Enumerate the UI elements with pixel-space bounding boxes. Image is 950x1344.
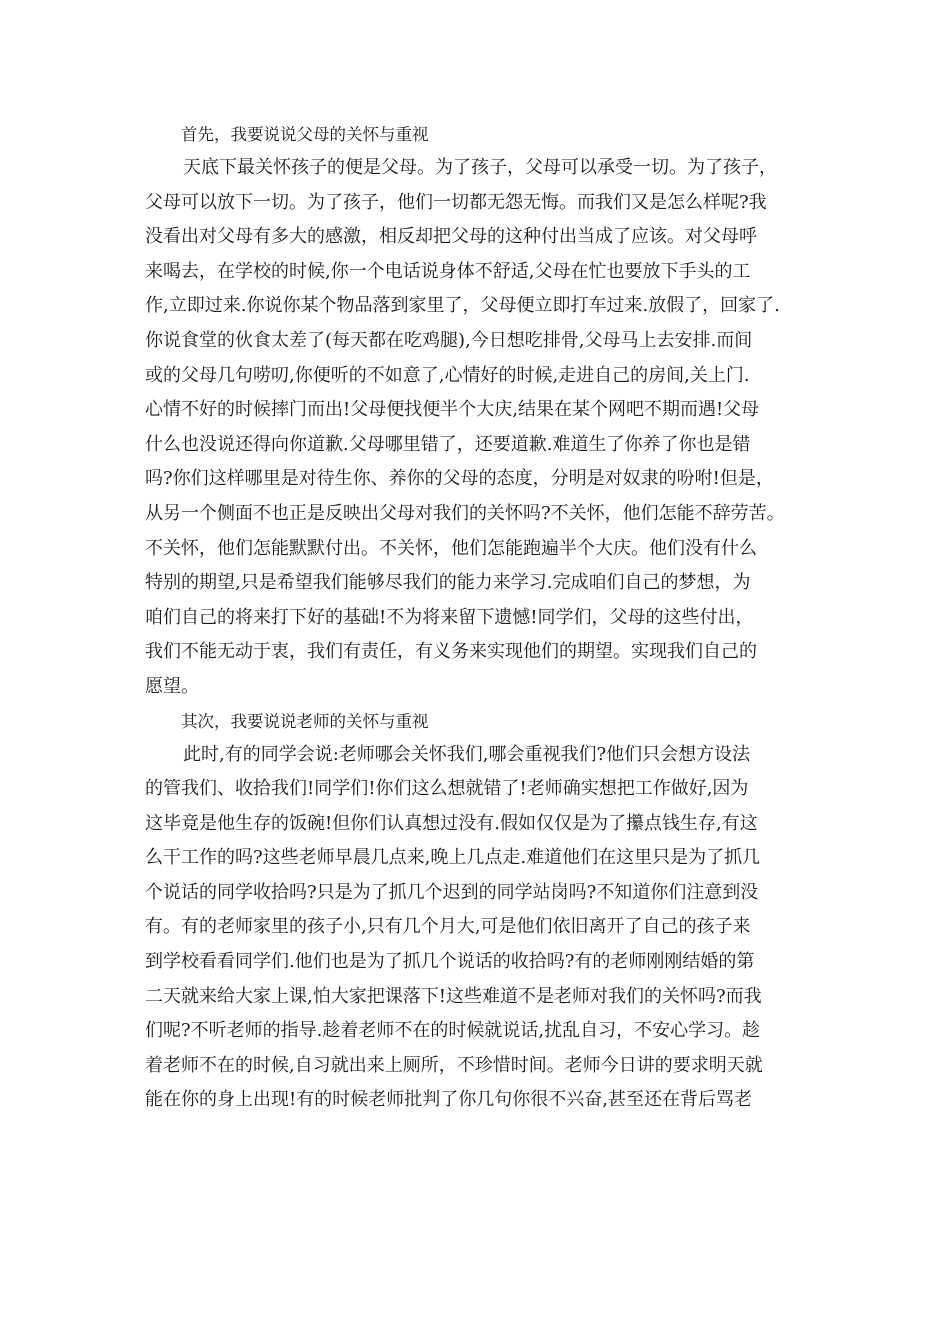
text-line: 特别的期望,只是希望我们能够尽我们的能力来学习.完成咱们自己的梦想，为 bbox=[145, 572, 751, 594]
text-line: 你说食堂的伙食太差了(每天都在吃鸡腿),今日想吃排骨,父母马上去安排.而间 bbox=[145, 329, 753, 351]
text-line: 愿望。 bbox=[145, 675, 199, 697]
text-line: 吗?你们这样哪里是对待生你、养你的父母的态度，分明是对奴隶的吩咐!但是， bbox=[145, 468, 774, 490]
text-line: 能在你的身上出现!有的时候老师批判了你几句你很不兴奋,甚至还在背后骂老 bbox=[145, 1089, 752, 1111]
text-line: 此时,有的同学会说:老师哪会关怀我们,哪会重视我们?他们只会想方设法 bbox=[183, 743, 751, 765]
text-line: 么干工作的吗?这些老师早晨几点来,晚上几点走.难道他们在这里只是为了抓几 bbox=[145, 847, 761, 869]
text-line: 没看出对父母有多大的感激，相反却把父母的这种付出当成了应该。对父母呼 bbox=[145, 226, 757, 248]
text-line: 天底下最关怀孩子的便是父母。为了孩子，父母可以承受一切。为了孩子， bbox=[183, 157, 777, 178]
text-line: 心情不好的时候摔门而出!父母便找便半个大庆,结果在某个网吧不期而遇!父母 bbox=[145, 399, 760, 421]
paragraph-teachers bbox=[145, 738, 805, 1119]
text-line: 的管我们、收拾我们!同学们!你们这么想就错了!老师确实想把工作做好,因为 bbox=[145, 778, 749, 800]
text-line: 这毕竟是他生存的饭碗!但你们认真想过没有.假如仅仅是为了攥点钱生存,有这 bbox=[145, 812, 758, 834]
text-line: 来喝去，在学校的时候,你一个电话说身体不舒适,父母在忙也要放下手头的工 bbox=[145, 260, 751, 282]
text-line: 作,立即过来.你说你某个物品落到家里了，父母便立即打车过来.放假了，回家了. bbox=[145, 295, 780, 317]
document-page bbox=[145, 118, 805, 1118]
text-line: 或的父母几句唠叨,你便听的不如意了,心情好的时候,走进自己的房间,关上门. bbox=[145, 364, 750, 386]
text-line: 个说话的同学收拾吗?只是为了抓几个迟到的同学站岗吗?不知道你们注意到没 bbox=[145, 881, 759, 903]
text-line: 二天就来给大家上课,怕大家把课落下!这些难道不是老师对我们的关怀吗?而我 bbox=[145, 985, 762, 1007]
paragraph-parents bbox=[145, 151, 805, 705]
text-line: 有。有的老师家里的孩子小,只有几个月大,可是他们依旧离开了自己的孩子来 bbox=[145, 916, 751, 938]
text-line: 什么也没说还得向你道歉.父母哪里错了，还要道歉.难道生了你养了你也是错 bbox=[145, 433, 751, 455]
text-line: 从另一个侧面不也正是反映出父母对我们的关怀吗?不关怀，他们怎能不辞劳苦。 bbox=[145, 502, 785, 524]
text-line: 不关怀，他们怎能默默付出。不关怀，他们怎能跑遍半个大庆。他们没有什么 bbox=[145, 537, 757, 559]
text-line: 到学校看看同学们.他们也是为了抓几个说话的收拾吗?有的老师刚刚结婚的第 bbox=[145, 951, 755, 973]
section-heading-parents: 首先，我要说说父母的关怀与重视 bbox=[181, 125, 429, 144]
text-line: 父母可以放下一切。为了孩子，他们一切都无怨无悔。而我们又是怎么样呢?我 bbox=[145, 191, 767, 213]
section-heading-teachers: 其次，我要说说老师的关怀与重视 bbox=[181, 711, 429, 731]
text-line: 咱们自己的将来打下好的基础!不为将来留下遗憾!同学们，父母的这些付出， bbox=[145, 606, 754, 628]
text-line: 我们不能无动于衷，我们有责任，有义务来实现他们的期望。实现我们自己的 bbox=[145, 641, 757, 663]
text-line: 们呢?不听老师的指导.趁着老师不在的时候就说话,扰乱自习，不安心学习。趁 bbox=[145, 1020, 761, 1042]
text-line: 着老师不在的时候,自习就出来上厕所，不珍惜时间。老师今日讲的要求明天就 bbox=[145, 1054, 763, 1076]
